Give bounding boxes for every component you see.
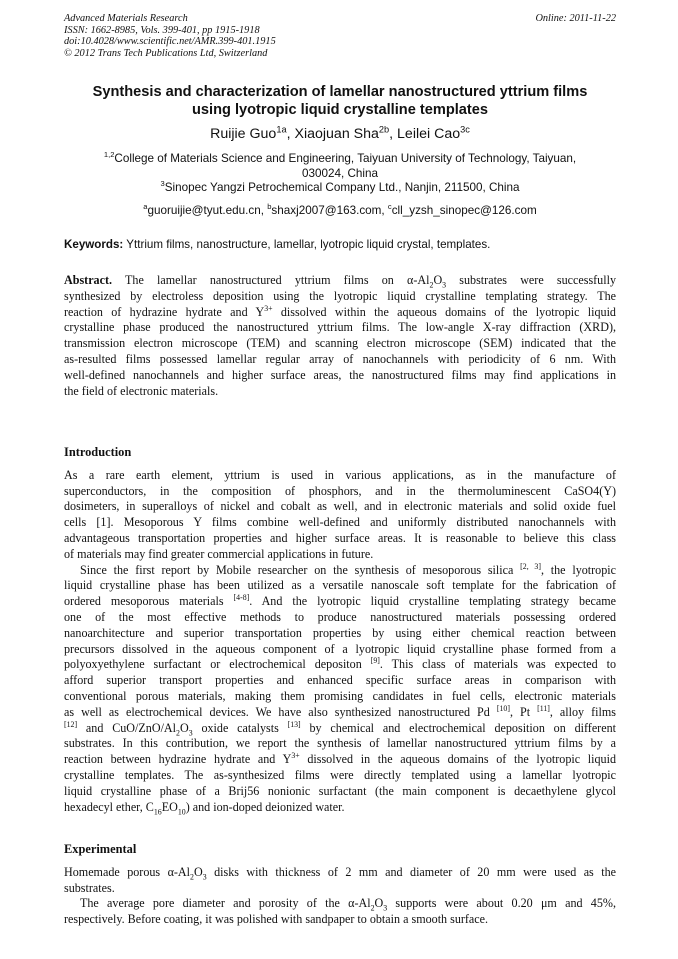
text-line: liquid crystalline phase has been utilized as a versatile nanoscale soft template for the fabrication of bbox=[64, 578, 616, 593]
text-run: hexadecyl ether, C bbox=[64, 799, 154, 814]
affiliation-1-line-1: College of Materials Science and Engineering, Taiyuan University of Technology, Taiyuan, bbox=[114, 152, 577, 165]
abstract bbox=[64, 273, 616, 399]
text-line: one of the most effective methods to produce nanostructured materials possessing ordered bbox=[64, 609, 616, 624]
citation: [12] bbox=[64, 719, 78, 729]
text-line: afford superior transport properties and enhanced specific surface areas in comparison with bbox=[64, 673, 616, 688]
subscript: 3 bbox=[202, 872, 207, 882]
text-run: polyoxyethylene surfactant or electrochemical depositon bbox=[64, 657, 371, 672]
email-a: guoruijie@tyut.edu.cn, bbox=[147, 204, 268, 217]
text-line bbox=[64, 594, 616, 610]
subscript: 2 bbox=[190, 872, 194, 882]
text-run: O bbox=[179, 720, 189, 735]
email-a-marker: a bbox=[143, 202, 148, 212]
citation: [13] bbox=[287, 719, 301, 729]
text-run: reaction between hydrazine hydrate and Y bbox=[64, 752, 292, 767]
text-line bbox=[64, 865, 616, 881]
text-run: . This class of materials was expected to bbox=[379, 657, 616, 672]
author-1: Ruijie Guo bbox=[210, 126, 277, 142]
text-line bbox=[64, 563, 616, 579]
keywords-text: Yttrium films, nanostructure, lamellar, lyotropic liquid crystal, templates. bbox=[123, 238, 491, 251]
text-line bbox=[64, 721, 616, 737]
text-line: synthesized by electroless deposition using the lyotropic liquid crystalline templating strategy. The bbox=[64, 288, 616, 303]
journal-issn: ISSN: 1662-8985, Vols. 399-401, pp 1915-1918 bbox=[64, 24, 260, 36]
text-run: dissolved within the aqueous domains of the lyotropic liquid bbox=[272, 304, 616, 319]
text-line: substrates. bbox=[64, 880, 115, 895]
abstract-label: Abstract. bbox=[64, 273, 113, 287]
text-run: ) and ion-doped deionized water. bbox=[185, 799, 345, 814]
author-1-marker: 1a bbox=[276, 124, 287, 135]
paper-title bbox=[64, 83, 616, 119]
section-heading: Introduction bbox=[64, 445, 132, 459]
text-run: and CuO/ZnO/Al bbox=[77, 720, 177, 735]
citation: [9] bbox=[370, 656, 380, 666]
subscript: 3 bbox=[442, 280, 447, 290]
text-line bbox=[64, 896, 616, 912]
text-run: Since the first report by Mobile researcher on the synthesis of mesoporous silica bbox=[80, 562, 521, 577]
journal-copyright: © 2012 Trans Tech Publications Ltd, Switzerland bbox=[64, 47, 268, 59]
keywords-label: Keywords: bbox=[64, 238, 124, 251]
affiliation-2-text: Sinopec Yangzi Petrochemical Company Ltd., Nanjin, 211500, China bbox=[164, 181, 520, 194]
text-line: crystalline phase produced the nanostructured yttrium films. The low-angle X-ray diffraction (XRD), bbox=[64, 320, 616, 335]
journal-doi: doi:10.4028/www.scientific.net/AMR.399-401.1915 bbox=[64, 36, 276, 47]
text-line: respectively. Before coating, it was polished with sandpaper to obtain a smooth surface. bbox=[64, 912, 489, 927]
experimental-section bbox=[64, 842, 616, 928]
text-line: precursors dissolved in the aqueous component of a lyotropic liquid crystalline phase formed from a bbox=[64, 641, 616, 656]
affiliation-2-marker: 3 bbox=[160, 179, 165, 189]
text-line: advantageous transportation properties and higher surface areas. It is reasonable to believe this class bbox=[64, 530, 616, 545]
text-line: As a rare earth element, yttrium is used in various applications, as in the manufacture of bbox=[64, 467, 616, 482]
subscript: 2 bbox=[176, 727, 180, 737]
text-line bbox=[64, 705, 616, 721]
text-run: substrates were successfully bbox=[446, 273, 616, 287]
email-list bbox=[64, 204, 616, 219]
citation: [4-8] bbox=[233, 593, 250, 603]
text-run: Homemade porous α-Al bbox=[64, 864, 191, 879]
text-line: substrates. In this contribution, we report the synthesis of lamellar nanostructured yttrium films by a bbox=[64, 736, 616, 751]
text-line bbox=[64, 657, 616, 673]
text-line bbox=[64, 800, 616, 816]
online-date: Online: 2011-11-22 bbox=[535, 13, 616, 24]
text-run: disks with thickness of 2 mm and diameter of 20 mm were used as the bbox=[206, 864, 616, 879]
journal-header bbox=[64, 13, 616, 59]
title-line-2: using lyotropic liquid crystalline templates bbox=[192, 102, 488, 118]
text-run: , the lyotropic bbox=[540, 562, 616, 577]
text-line: dosimeters, in superalloys of nickel and cobalt as well, and in electronic materials and solid oxide fuel bbox=[64, 499, 616, 514]
subscript: 16 bbox=[153, 806, 162, 816]
citation: [2, 3] bbox=[520, 561, 541, 571]
text-line: crystalline templates. The as-synthesized films were directly templated using a lamellar lyotropic bbox=[64, 767, 616, 782]
affiliation-2 bbox=[64, 181, 616, 196]
keywords bbox=[64, 238, 616, 252]
text-run: dissolved in the aqueous domains of the lyotropic liquid bbox=[299, 752, 616, 767]
text-line: transmission electron microscope (TEM) and scanning electron microscope (SEM) indicated that the bbox=[64, 336, 616, 351]
text-run: O bbox=[374, 896, 384, 911]
text-run: O bbox=[433, 273, 443, 287]
text-line: superconductors, in the composition of phosphors, and in the thermoluminescent CaSO4(Y) bbox=[64, 483, 616, 498]
email-b-marker: b bbox=[267, 202, 272, 212]
email-c: cll_yzsh_sinopec@126.com bbox=[391, 204, 537, 217]
author-2: Xiaojuan Sha bbox=[294, 126, 379, 142]
author-separator: , bbox=[389, 126, 398, 142]
introduction-section bbox=[64, 445, 616, 815]
superscript: 3+ bbox=[264, 303, 273, 313]
author-3: Leilei Cao bbox=[397, 126, 461, 142]
text-run: as well as electrochemical devices. We have also synthesized nanostructured Pd bbox=[64, 704, 497, 719]
subscript: 2 bbox=[370, 903, 375, 913]
text-run: reaction of hydrazine hydrate and Y bbox=[64, 304, 265, 319]
superscript: 3+ bbox=[291, 751, 300, 761]
subscript: 3 bbox=[383, 903, 388, 913]
text-run: oxide catalysts bbox=[192, 720, 288, 735]
text-line: cells [1]. Mesoporous Y films combine well-defined and uniformly distributed nanochannels with bbox=[64, 515, 616, 530]
author-2-marker: 2b bbox=[378, 124, 390, 135]
email-c-marker: c bbox=[387, 202, 392, 212]
text-line: nanoarchitecture and superior transportation properties by using either chemical reaction between bbox=[64, 625, 616, 640]
text-run: by chemical and electrochemical deposition on different bbox=[300, 720, 616, 735]
journal-name: Advanced Materials Research bbox=[64, 13, 188, 24]
text-run: . And the lyotropic liquid crystalline templating strategy became bbox=[249, 594, 616, 609]
citation: [11] bbox=[537, 703, 550, 713]
email-b: shaxj2007@163.com, bbox=[271, 204, 388, 217]
author-separator: , bbox=[286, 126, 295, 142]
citation: [10] bbox=[496, 703, 510, 713]
text-line: liquid crystalline phase of a Brij56 nonionic surfactant (the main component is decaethylene glycol bbox=[64, 783, 616, 798]
text-run: EO bbox=[161, 799, 178, 814]
text-run: , Pt bbox=[509, 704, 538, 719]
text-line: the field of electronic materials. bbox=[64, 383, 219, 398]
affiliation-1 bbox=[64, 152, 616, 181]
subscript: 3 bbox=[188, 727, 193, 737]
text-run: supports were about 0.20 μm and 45%, bbox=[387, 896, 616, 911]
affiliation-1-marker: 1,2 bbox=[103, 150, 115, 160]
author-3-marker: 3c bbox=[460, 124, 470, 135]
subscript: 10 bbox=[177, 806, 186, 816]
text-line: as-resulted films possessed lamellar regular array of nanochannels with periodicity of 6 nm. With bbox=[64, 351, 616, 366]
text-run: O bbox=[193, 864, 203, 879]
text-run: The average pore diameter and porosity of the α-Al bbox=[80, 896, 371, 911]
text-line: of materials may find greater commercial applications in future. bbox=[64, 546, 374, 561]
affiliation-1-line-2: 030024, China bbox=[301, 166, 379, 180]
title-line-1: Synthesis and characterization of lamellar nanostructured yttrium films bbox=[92, 84, 588, 100]
text-line: well-defined nanochannels and higher surface areas, the nanostructured films may find applications in bbox=[64, 367, 616, 382]
text-line bbox=[64, 273, 616, 289]
section-heading: Experimental bbox=[64, 842, 137, 856]
author-list bbox=[64, 126, 616, 143]
text-line bbox=[64, 752, 616, 768]
text-line: conventional porous materials, making them promising candidates in fuel cells, electronic materials bbox=[64, 688, 616, 703]
text-run: The lamellar nanostructured yttrium films on α-Al bbox=[112, 273, 430, 287]
text-run: ordered mesoporous materials bbox=[64, 594, 234, 609]
text-run: , alloy films bbox=[549, 704, 616, 719]
subscript: 2 bbox=[429, 280, 434, 290]
text-line bbox=[64, 305, 616, 321]
